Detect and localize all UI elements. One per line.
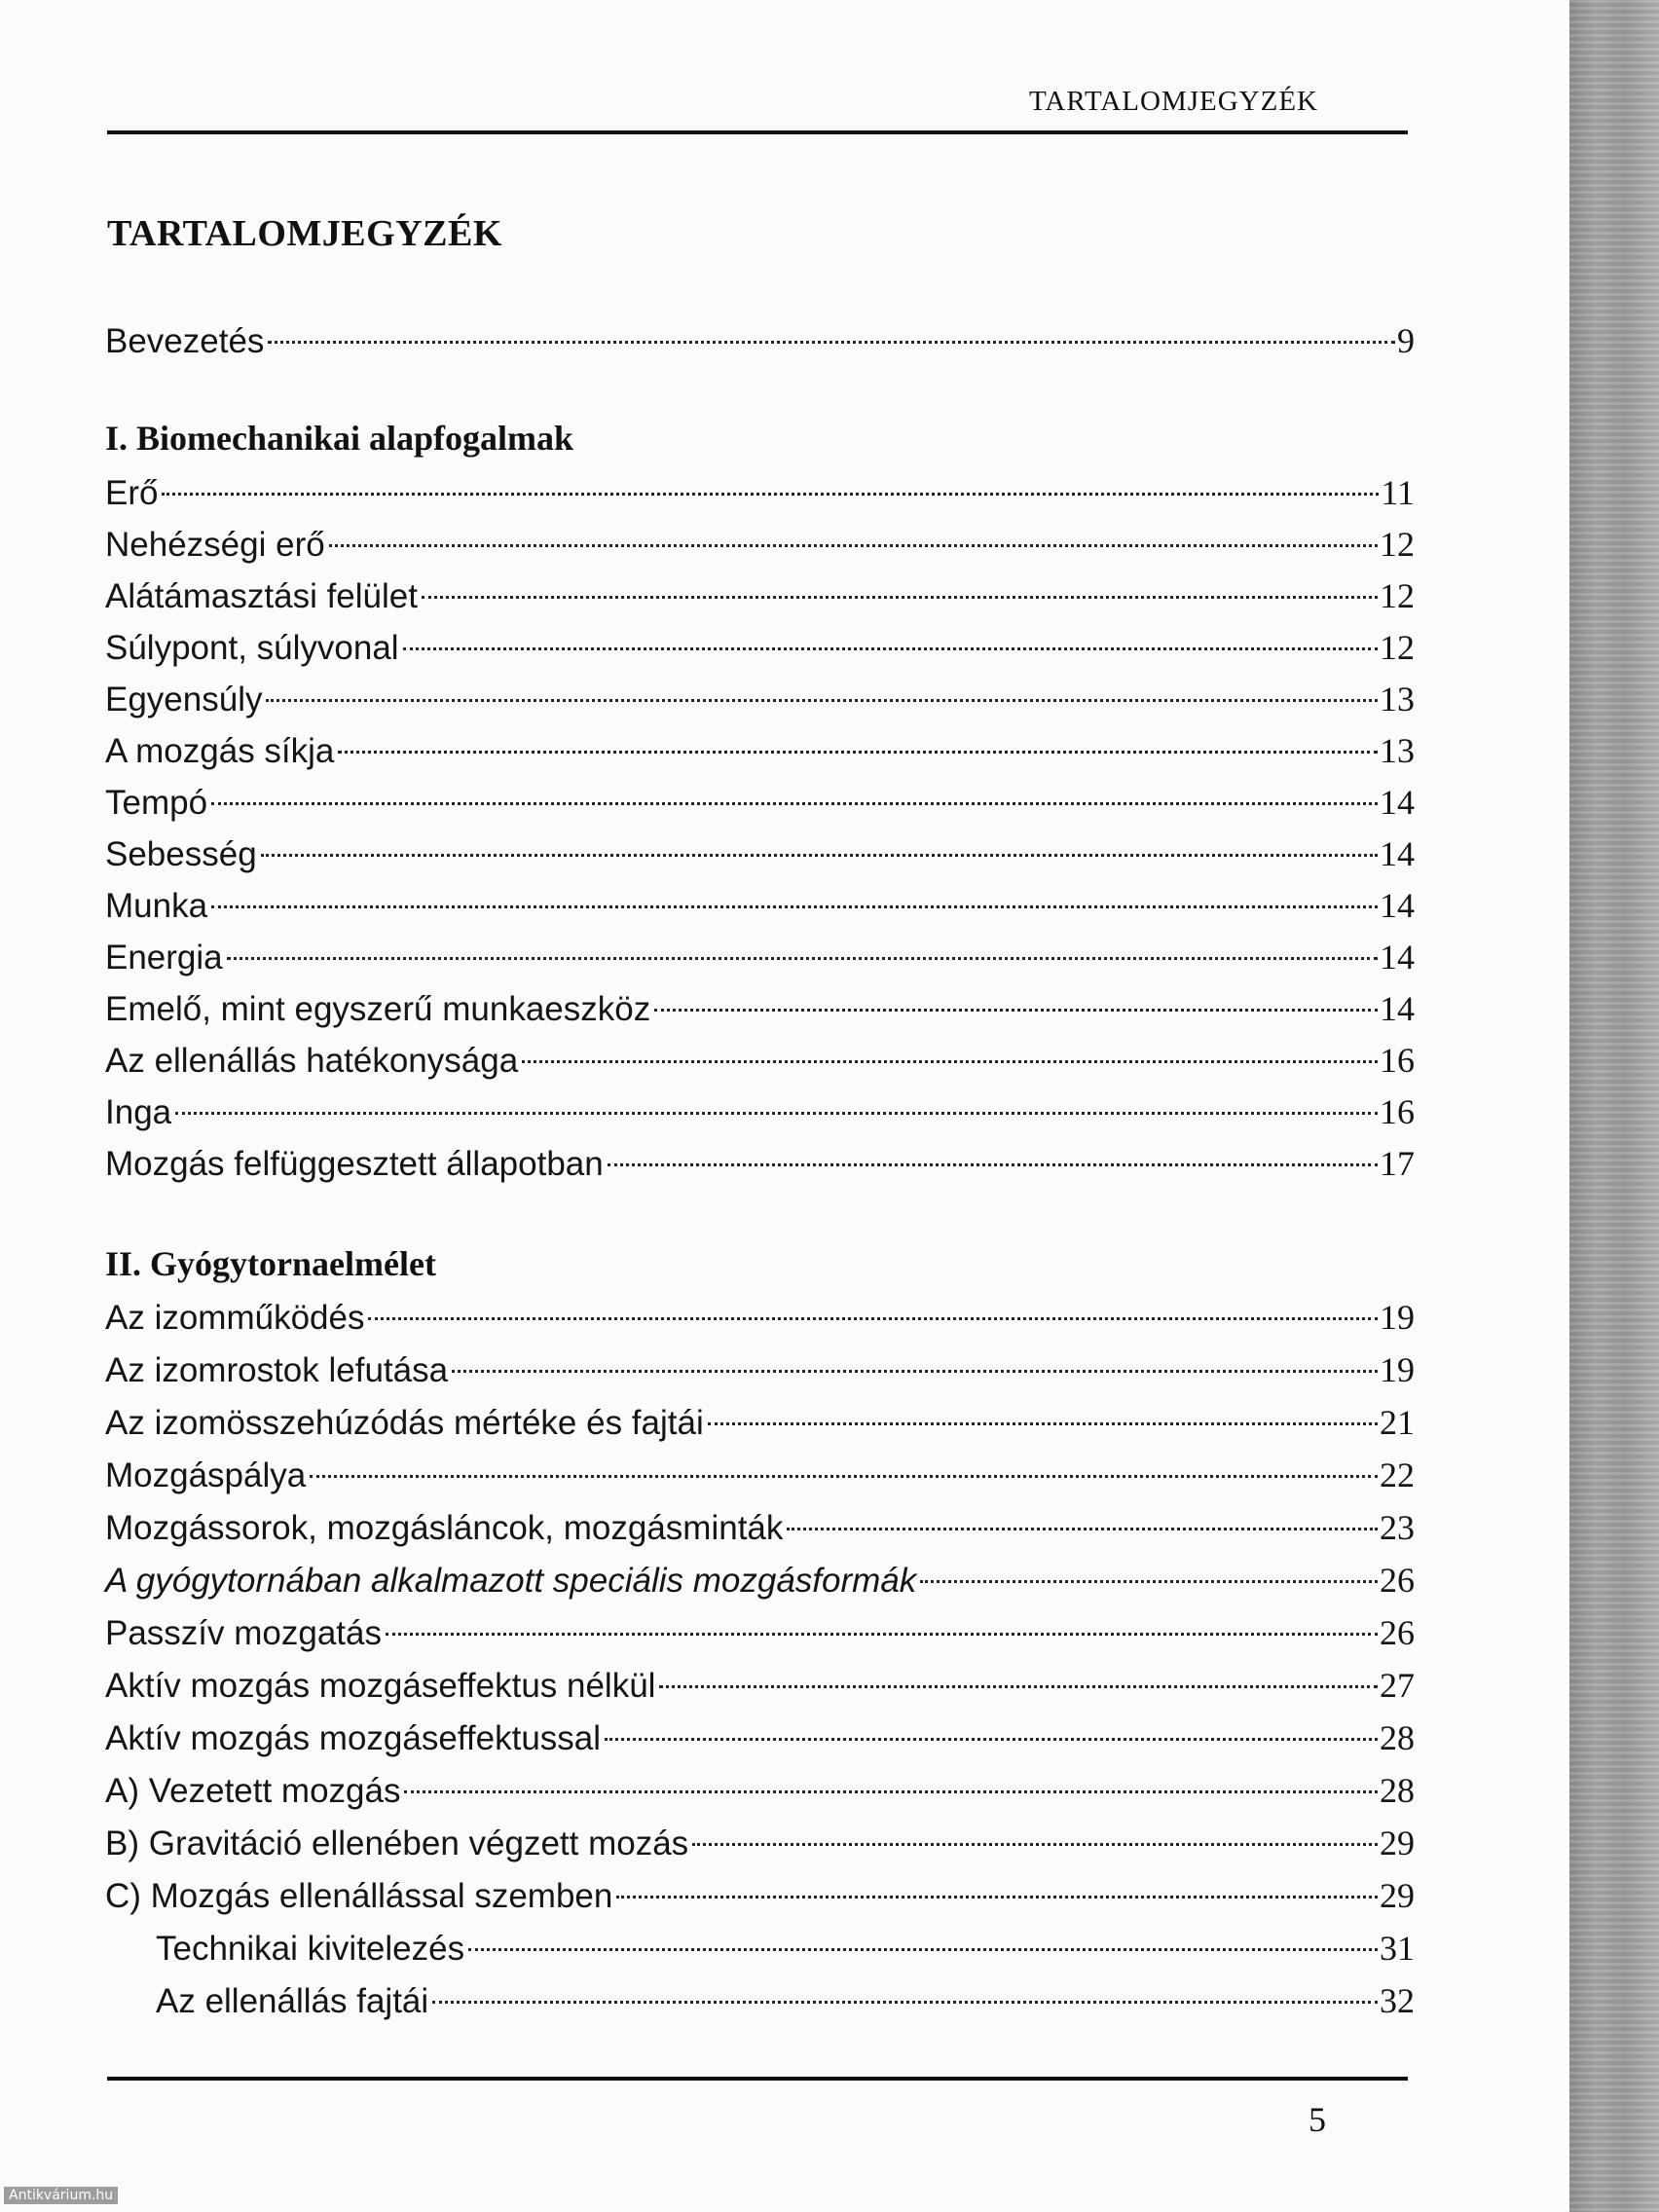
toc-entry[interactable] — [105, 1397, 1415, 1448]
dot-leader — [920, 1580, 1378, 1583]
toc-page-number: 26 — [1380, 1561, 1415, 1600]
toc-entry[interactable] — [105, 571, 1415, 621]
toc-entry-label: Az ellenállás fajtái — [156, 1982, 429, 2020]
toc-page-number: 11 — [1381, 473, 1415, 512]
dot-leader — [605, 1738, 1378, 1741]
dot-leader — [452, 1370, 1378, 1373]
toc-page-number: 14 — [1380, 783, 1415, 822]
toc-entry-label: Alátámasztási felület — [105, 577, 418, 615]
dot-leader — [468, 1948, 1378, 1951]
toc-page-number: 17 — [1380, 1144, 1415, 1183]
toc-entry[interactable] — [105, 1870, 1415, 1921]
header-rule — [107, 130, 1408, 134]
dot-leader — [266, 699, 1378, 702]
dot-leader — [522, 1060, 1378, 1063]
toc-entry-label: Energia — [105, 939, 223, 977]
dot-leader — [432, 2001, 1378, 2004]
section-heading: I. Biomechanikai alapfogalmak — [105, 419, 574, 458]
toc-entry-label: Nehézségi erő — [105, 526, 325, 564]
toc-entry-label: Mozgáspálya — [105, 1456, 307, 1494]
dot-leader — [310, 1475, 1378, 1478]
toc-page-number: 19 — [1380, 1298, 1415, 1337]
toc-page-number: 26 — [1380, 1613, 1415, 1652]
dot-leader — [368, 1317, 1378, 1320]
toc-entry[interactable] — [105, 674, 1415, 724]
toc-entry[interactable] — [105, 983, 1415, 1034]
toc-entry-label: Tempó — [105, 784, 208, 822]
toc-entry[interactable] — [105, 932, 1415, 982]
toc-page-number: 13 — [1380, 731, 1415, 770]
toc-entry[interactable] — [105, 777, 1415, 828]
toc-entry[interactable] — [105, 829, 1415, 879]
toc-entry[interactable] — [105, 1713, 1415, 1763]
toc-entry[interactable] — [105, 1818, 1415, 1868]
dot-leader — [654, 1009, 1378, 1012]
toc-page-number: 32 — [1380, 1981, 1415, 2020]
book-edge — [1569, 0, 1659, 2212]
toc-page-number: 16 — [1380, 1092, 1415, 1131]
dot-leader — [422, 596, 1378, 599]
dot-leader — [261, 854, 1378, 857]
dot-leader — [268, 341, 1395, 344]
toc-entry-label: Sebesség — [105, 835, 257, 873]
toc-page-number: 9 — [1397, 321, 1415, 360]
toc-page-number: 14 — [1380, 938, 1415, 977]
toc-entry-label: Az izomműködés — [105, 1299, 365, 1337]
toc-page-number: 19 — [1380, 1350, 1415, 1389]
toc-entry-label: Emelő, mint egyszerű munkaeszköz — [105, 990, 651, 1028]
toc-entry-label: Az izomrostok lefutása — [105, 1351, 449, 1389]
toc-entry-label: Aktív mozgás mozgáseffektussal — [105, 1719, 602, 1757]
toc-entry[interactable] — [105, 1450, 1415, 1500]
dot-leader — [708, 1422, 1378, 1425]
dot-leader — [403, 647, 1378, 650]
toc-entry-label: Technikai kivitelezés — [156, 1930, 465, 1968]
toc-entry-label: A) Vezetett mozgás — [105, 1772, 401, 1810]
toc-entry-indented[interactable] — [105, 1923, 1415, 1973]
toc-entry[interactable] — [105, 1765, 1415, 1816]
toc-entry[interactable] — [105, 519, 1415, 570]
dot-leader — [404, 1790, 1378, 1793]
toc-page-number: 13 — [1380, 680, 1415, 719]
toc-entry-label: A mozgás síkja — [105, 732, 335, 770]
toc-entry-label: A gyógytornában alkalmazott speciális mozgásformák — [105, 1562, 917, 1600]
toc-page-number: 28 — [1380, 1771, 1415, 1810]
dot-leader — [329, 544, 1378, 547]
dot-leader — [787, 1528, 1378, 1530]
toc-entry-label: Aktív mozgás mozgáseffektus nélkül — [105, 1667, 656, 1705]
toc-entry[interactable] — [105, 1035, 1415, 1086]
toc-page-number: 28 — [1380, 1718, 1415, 1757]
toc-entry-label: Inga — [105, 1093, 172, 1131]
toc-page-number: 14 — [1380, 989, 1415, 1028]
dot-leader — [616, 1896, 1378, 1899]
toc-page-number: 14 — [1380, 886, 1415, 925]
toc-entry[interactable] — [105, 1555, 1415, 1605]
toc-page-number: 29 — [1380, 1824, 1415, 1862]
dot-leader — [692, 1843, 1378, 1846]
toc-page-number: 12 — [1380, 576, 1415, 615]
dot-leader — [338, 751, 1378, 754]
toc-entry-label: B) Gravitáció ellenében végzett mozás — [105, 1825, 689, 1862]
toc-entry[interactable] — [105, 1087, 1415, 1137]
toc-entry-indented[interactable] — [105, 1975, 1415, 2026]
toc-entry-label: Mozgás felfüggesztett állapotban — [105, 1145, 604, 1183]
toc-entry-label: Passzív mozgatás — [105, 1614, 382, 1652]
toc-entry[interactable] — [105, 1292, 1415, 1343]
toc-page-number: 23 — [1380, 1508, 1415, 1547]
dot-leader — [175, 1112, 1378, 1115]
watermark: Antikvárium.hu — [4, 2187, 118, 2204]
toc-page-number: 22 — [1380, 1456, 1415, 1494]
toc-page-number: 21 — [1380, 1403, 1415, 1442]
toc-page-number: 14 — [1380, 834, 1415, 873]
toc-entry[interactable] — [105, 880, 1415, 931]
toc-entry[interactable] — [105, 1660, 1415, 1711]
toc-entry[interactable] — [105, 1345, 1415, 1395]
toc-entry-intro[interactable] — [105, 315, 1415, 366]
toc-entry-label: Az ellenállás hatékonysága — [105, 1042, 519, 1080]
section-heading: II. Gyógytornaelmélet — [105, 1244, 436, 1283]
toc-entry[interactable] — [105, 1607, 1415, 1658]
toc-page-number: 12 — [1380, 525, 1415, 564]
toc-page-number: 12 — [1380, 628, 1415, 667]
toc-entry-label: Súlypont, súlyvonal — [105, 629, 399, 667]
dot-leader — [211, 905, 1378, 908]
dot-leader — [211, 802, 1378, 805]
toc-entry[interactable] — [105, 725, 1415, 776]
toc-page-number: 31 — [1380, 1929, 1415, 1968]
toc-entry[interactable] — [105, 622, 1415, 673]
dot-leader — [227, 957, 1378, 960]
toc-page-number: 29 — [1380, 1876, 1415, 1915]
toc-entry-label: Egyensúly — [105, 681, 263, 719]
page-title: TARTALOMJEGYZÉK — [107, 213, 502, 254]
page-number: 5 — [1309, 2100, 1326, 2139]
toc-entry-label: Mozgássorok, mozgásláncok, mozgásminták — [105, 1509, 784, 1547]
toc-entry-label: Bevezetés — [105, 322, 265, 360]
dot-leader — [162, 493, 1379, 496]
toc-entry-label: Az izomösszehúzódás mértéke és fajtái — [105, 1404, 704, 1442]
toc-page-number: 16 — [1380, 1041, 1415, 1080]
toc-page-number: 27 — [1380, 1666, 1415, 1705]
toc-entry[interactable] — [105, 1138, 1415, 1189]
running-head: TARTALOMJEGYZÉK — [1029, 86, 1318, 117]
toc-entry[interactable] — [105, 467, 1415, 518]
toc-entry[interactable] — [105, 1502, 1415, 1553]
toc-entry-label: C) Mozgás ellenállással szemben — [105, 1877, 613, 1915]
dot-leader — [386, 1633, 1378, 1636]
footer-rule — [107, 2077, 1408, 2081]
toc-entry-label: Erő — [105, 474, 159, 512]
toc-entry-label: Munka — [105, 887, 208, 925]
edge-texture — [1569, 0, 1659, 2212]
dot-leader — [608, 1163, 1378, 1166]
dot-leader — [659, 1685, 1378, 1688]
